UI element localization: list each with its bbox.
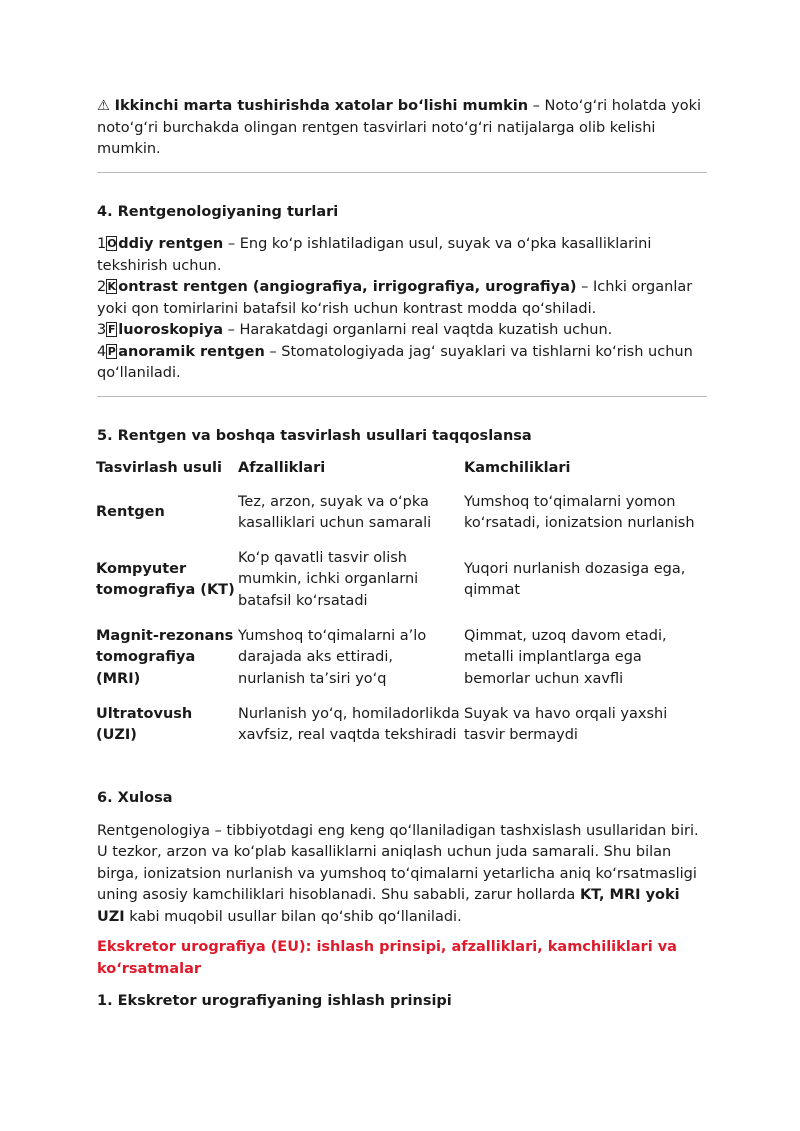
divider xyxy=(97,396,707,397)
box-icon: P xyxy=(107,344,116,358)
section4-title: 4. Rentgenologiyaning turlari xyxy=(97,203,339,220)
table-row: Rentgen Tez, arzon, suyak va o‘pka kasalliklari uchun samarali Yumshoq to‘qimalarni yomon ko‘rsatadi, ionizatsion nurlanish xyxy=(96,493,695,531)
section4-list xyxy=(97,234,707,385)
box-icon: K xyxy=(107,280,116,293)
next-section-title: 1. Ekskretor urografiyaning ishlash prinsipi xyxy=(97,993,452,1009)
list-item: 4P anoramik rentgen – Stomatologiyada jag‘ suyaklari va tishlarni ko‘rish uchun qo‘llaniladi. xyxy=(97,343,693,381)
warning-bold: Ikkinchi marta tushirishda xatolar bo‘lishi mumkin xyxy=(114,98,529,114)
table-row: Ultratovush (UZI) Nurlanish yo‘q, homiladorlikda xavfsiz, real vaqtda tekshiradi Suyak va havo orqali yaxshi tasvir bermaydi xyxy=(96,705,668,743)
conclusion-paragraph: Rentgenologiya – tibbiyotdagi eng keng qo‘llaniladigan tashxislash usullaridan biri. U tezkor, arzon va ko‘plab kasalliklarni aniqlash uchun juda samarali. Shu bilan birga, ionizatsion nurlanish va yumshoq to‘qimalarni yetarlicha aniq ko‘rsatmasligi uning asosiy kamchiliklari hisoblanadi. Shu sababli, zarur hollarda KT, MRI yoki UZI kabi muqobil usullar bilan qo‘shib qo‘llaniladi. xyxy=(97,822,699,925)
section6-title: 6. Xulosa xyxy=(97,790,173,806)
section5-title: 5. Rentgen va boshqa tasvirlash usullari taqqoslansa xyxy=(97,427,532,444)
divider xyxy=(97,172,707,173)
warning-text: – Noto‘g‘ri holatda yoki noto‘g‘ri burchakda olingan rentgen tasvirlari noto‘g‘ri natijalarga olib kelishi mumkin. xyxy=(97,98,702,157)
document-page xyxy=(97,96,707,1013)
table-row: Magnit-rezonans tomografiya (MRI) Yumshoq to‘qimalarni a’lo darajada aks ettiradi, nurlanish ta’siri yo‘q Qimmat, uzoq davom etadi, metalli implantlarga ega bemorlar uchun xavfli xyxy=(96,627,667,687)
table-row: Kompyuter tomografiya (KT) Ko‘p qavatli tasvir olish mumkin, ichki organlarni batafsil ko‘rsatadi Yuqori nurlanish dozasiga ega, qimmat xyxy=(96,549,686,609)
box-icon: F xyxy=(107,323,116,336)
box-icon: O xyxy=(107,237,117,250)
red-heading: Ekskretor urografiya (EU): ishlash prinsipi, afzalliklari, kamchiliklari va ko‘rsatmalar xyxy=(97,939,677,977)
list-item: 1O ddiy rentgen – Eng ko‘p ishlatiladigan usul, suyak va o‘pka kasalliklarini tekshirish uchun. xyxy=(97,236,652,274)
list-item: 3 F luoroskopiya – Harakatdagi organlarni real vaqtda kuzatish uchun. xyxy=(97,322,613,338)
warning-icon: ⚠ xyxy=(97,98,110,114)
table-header-row xyxy=(96,453,704,485)
table-header: Kamchiliklari xyxy=(464,460,571,477)
table-header: Afzalliklari xyxy=(238,460,326,477)
comparison-table xyxy=(96,453,704,753)
warning-paragraph xyxy=(97,96,707,161)
list-item: 2K ontrast rentgen (angiografiya, irrigografiya, urografiya) – Ichki organlar yoki qon tomirlarini batafsil ko‘rish uchun kontrast modda qo‘shiladi. xyxy=(97,279,693,317)
table-header: Tasvirlash usuli xyxy=(96,460,222,477)
